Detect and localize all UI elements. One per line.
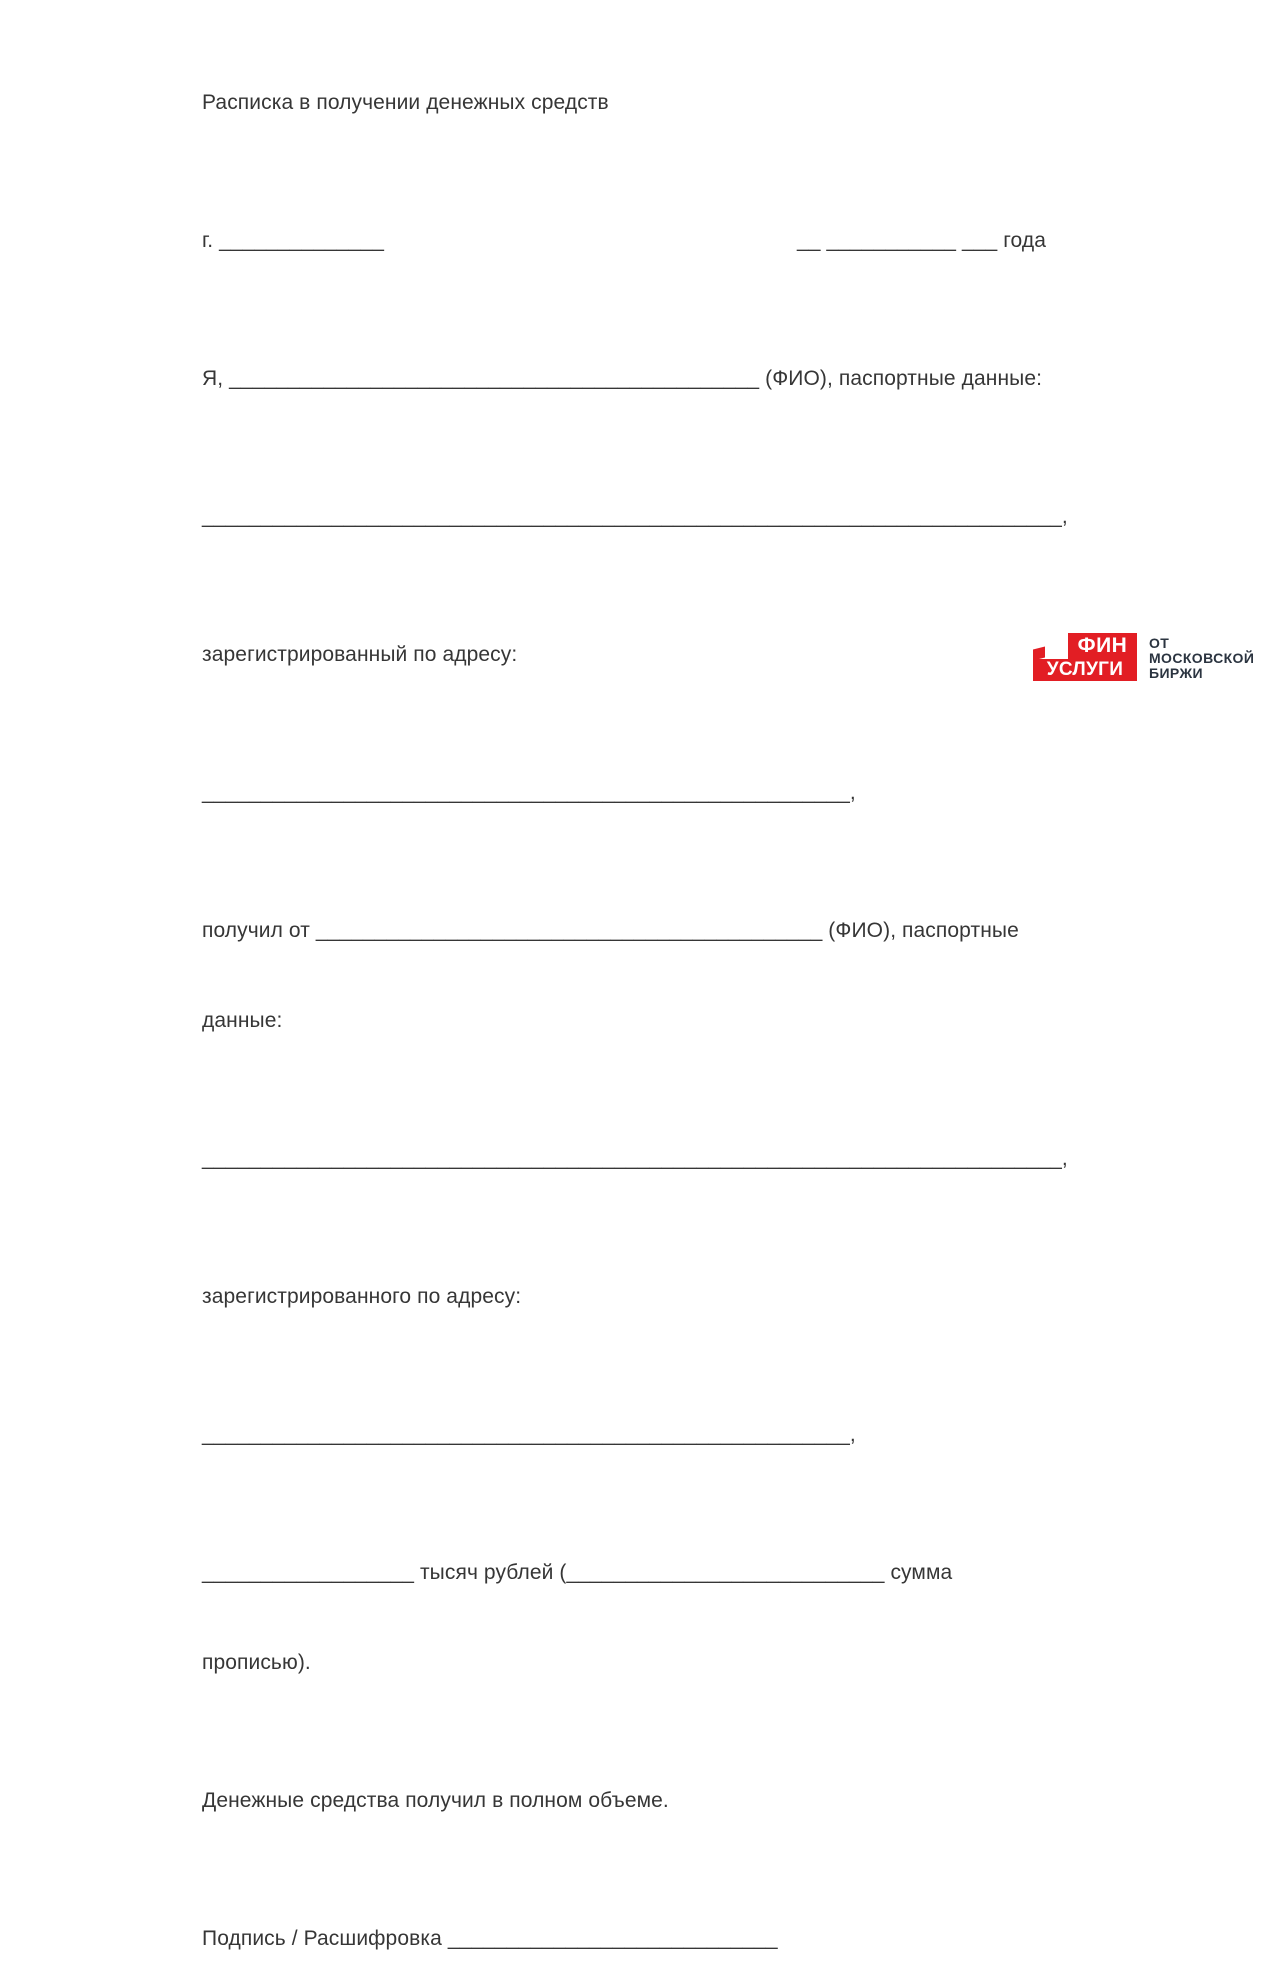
recipient-address-label: зарегистрированный по адресу: xyxy=(202,643,518,666)
city-line: г. ______________ xyxy=(202,229,384,252)
finuslugi-logo-mark xyxy=(1033,633,1137,681)
payer-address-line: _______________________________________________________, xyxy=(202,1423,856,1446)
recipient-passport-line: _________________________________________________________________________, xyxy=(202,505,1068,528)
date-line: __ ___________ ___ года xyxy=(796,229,1046,252)
confirmation-line: Денежные средства получил в полном объеме. xyxy=(202,1789,669,1812)
document-title: Расписка в получении денежных средств xyxy=(202,91,609,114)
payer-name-line-wrap: данные: xyxy=(202,1009,283,1032)
recipient-address-line: _______________________________________________________, xyxy=(202,781,856,804)
payer-passport-line: _________________________________________________________________________, xyxy=(202,1147,1068,1170)
logo-tagline-line-1: ОТ xyxy=(1149,635,1170,651)
payer-name-line: получил от ___________________________________________ (ФИО), паспортные xyxy=(202,919,1019,942)
logo-tagline xyxy=(1149,633,1254,681)
logo-uslugi-block: УСЛУГИ xyxy=(1033,659,1137,681)
logo-tagline-line-3: БИРЖИ xyxy=(1149,665,1203,681)
amount-line: __________________ тысяч рублей (___________________________ сумма xyxy=(202,1561,953,1584)
city-date-row xyxy=(202,226,1068,256)
finuslugi-logo xyxy=(1033,633,1254,681)
amount-line-wrap: прописью). xyxy=(202,1651,311,1674)
receipt-document xyxy=(202,28,1068,1984)
recipient-name-line: Я, _____________________________________________ (ФИО), паспортные данные: xyxy=(202,367,1043,390)
payer-address-label: зарегистрированного по адресу: xyxy=(202,1285,522,1308)
logo-fin-block: ФИН xyxy=(1068,633,1137,659)
signature-line: Подпись / Расшифровка ____________________________ xyxy=(202,1927,778,1950)
logo-tagline-line-2: МОСКОВСКОЙ xyxy=(1149,650,1255,666)
